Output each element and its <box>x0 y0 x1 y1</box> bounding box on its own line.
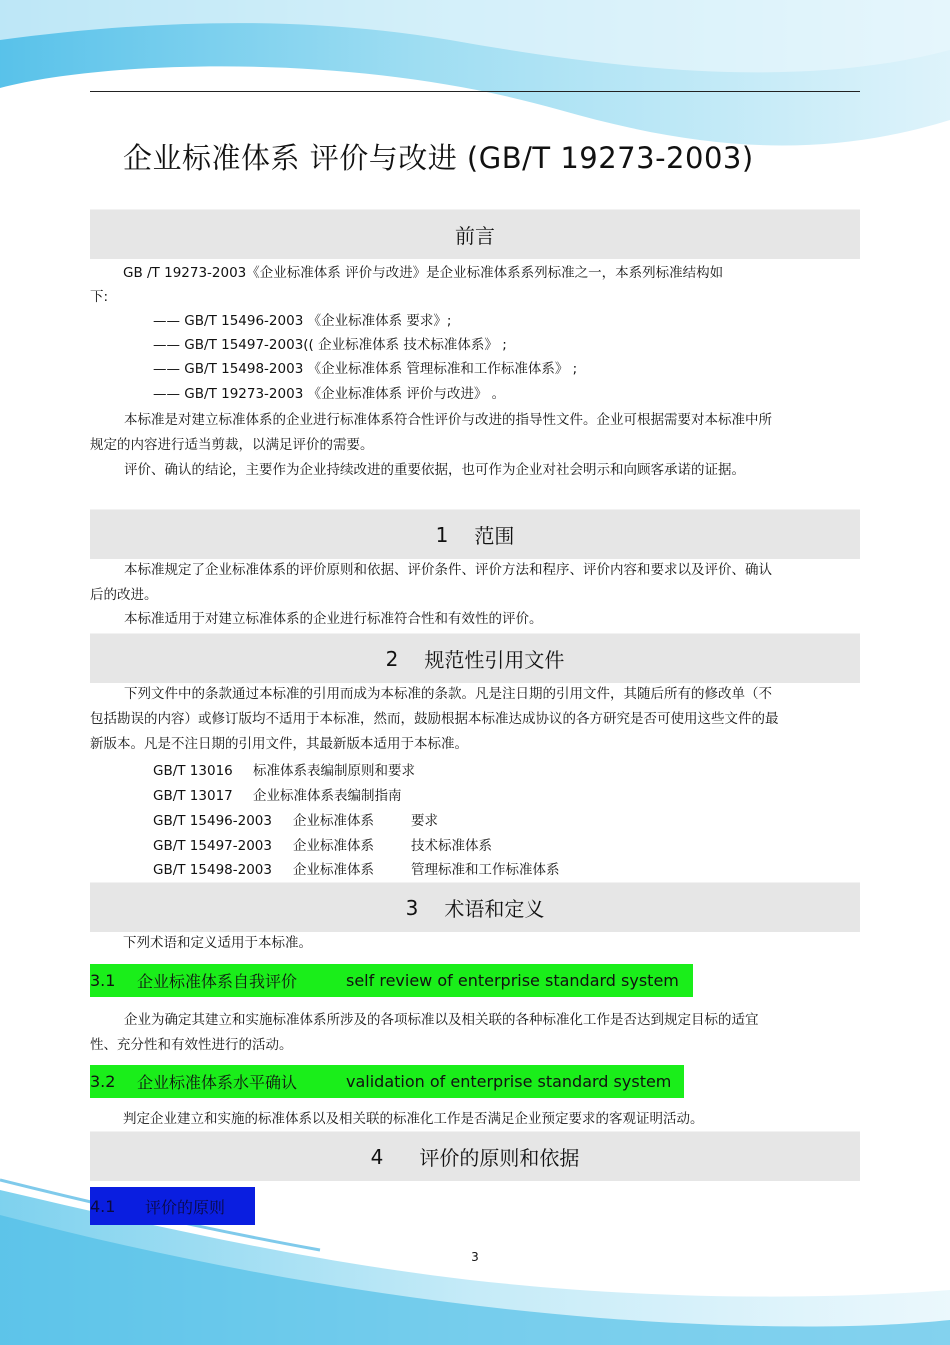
section-terms <box>90 882 860 932</box>
section-title: 前言 <box>455 224 495 248</box>
foreword-intro-line2: 下: <box>90 289 109 305</box>
section-number: 2 <box>385 646 399 671</box>
section-scope <box>90 509 860 559</box>
foreword-paragraph: 评价、确认的结论，主要作为企业持续改进的重要依据，也可作为企业对社会明示和向顾客承诺的证据。 <box>124 462 745 478</box>
scope-paragraph: 本标准适用于对建立标准体系的企业进行标准符合性和有效性的评价。 <box>124 611 543 627</box>
foreword-list-item: —— GB/T 15497-2003(( 企业标准体系 技术标准体系》 ; <box>153 337 507 353</box>
scope-paragraph: 本标准规定了企业标准体系的评价原则和依据、评价条件、评价方法和程序、评价内容和要求以及评价、确认后的改进。 <box>90 562 772 603</box>
foreword-list-item: —— GB/T 15498-2003 《企业标准体系 管理标准和工作标准体系》 ; <box>153 361 578 377</box>
section-number: 4 <box>370 1144 384 1169</box>
section-title: 评价的原则和依据 <box>419 1146 580 1170</box>
section-title: 术语和定义 <box>444 897 545 921</box>
foreword-paragraph: 本标准是对建立标准体系的企业进行标准体系符合性评价与改进的指导性文件。企业可根据需要对本标准中所规定的内容进行适当剪裁，以满足评价的需要。 <box>90 412 772 453</box>
terms-intro: 下列术语和定义适用于本标准。 <box>123 935 312 951</box>
reference-row: GB/T 15498-2003 企业标准体系 管理标准和工作标准体系 <box>153 862 560 878</box>
reference-row: GB/T 15496-2003 企业标准体系 要求 <box>153 813 438 829</box>
section-number: 1 <box>435 522 449 547</box>
term-heading: 3.1 企业标准体系自我评价 self review of enterprise standard system <box>90 964 693 997</box>
term-heading: 3.2 企业标准体系水平确认 validation of enterprise standard system <box>90 1065 684 1098</box>
section-number: 3 <box>405 895 419 920</box>
section-title: 规范性引用文件 <box>424 648 565 672</box>
normative-paragraph: 下列文件中的条款通过本标准的引用而成为本标准的条款。凡是注日期的引用文件，其随后所有的修改单（不包括勘误的内容）或修订版均不适用于本标准，然而，鼓励根据本标准达成协议的各方研究是否可使用这些文件的最新版本。凡是不注日期的引用文件，其最新版本适用于本标准。 <box>90 686 779 752</box>
section-normative-references <box>90 633 860 683</box>
foreword-intro-line1: GB /T 19273-2003《企业标准体系 评价与改进》是企业标准体系系列标准之一，本系列标准结构如 <box>123 265 724 281</box>
section-foreword <box>90 209 860 259</box>
reference-row: GB/T 13017 企业标准体系表编制指南 <box>153 788 402 804</box>
foreword-list-item: —— GB/T 15496-2003 《企业标准体系 要求》; <box>153 313 452 329</box>
document-title: 企业标准体系 评价与改进 (GB/T 19273-2003) <box>123 141 754 175</box>
header-rule <box>90 91 860 92</box>
term-definition: 判定企业建立和实施的标准体系以及相关联的标准化工作是否满足企业预定要求的客观证明活动。 <box>123 1111 704 1127</box>
reference-row: GB/T 13016 标准体系表编制原则和要求 <box>153 763 415 779</box>
section-principles <box>90 1131 860 1181</box>
page-number: 3 <box>471 1250 479 1264</box>
reference-row: GB/T 15497-2003 企业标准体系 技术标准体系 <box>153 838 492 854</box>
section-title: 范围 <box>474 524 515 548</box>
term-definition: 企业为确定其建立和实施标准体系所涉及的各项标准以及相关联的各种标准化工作是否达到规定目标的适宜性、充分性和有效性进行的活动。 <box>90 1012 759 1053</box>
subsection-heading-highlighted: 4.1 评价的原则 <box>90 1187 255 1225</box>
foreword-list-item: —— GB/T 19273-2003 《企业标准体系 评价与改进》 。 <box>153 386 506 402</box>
